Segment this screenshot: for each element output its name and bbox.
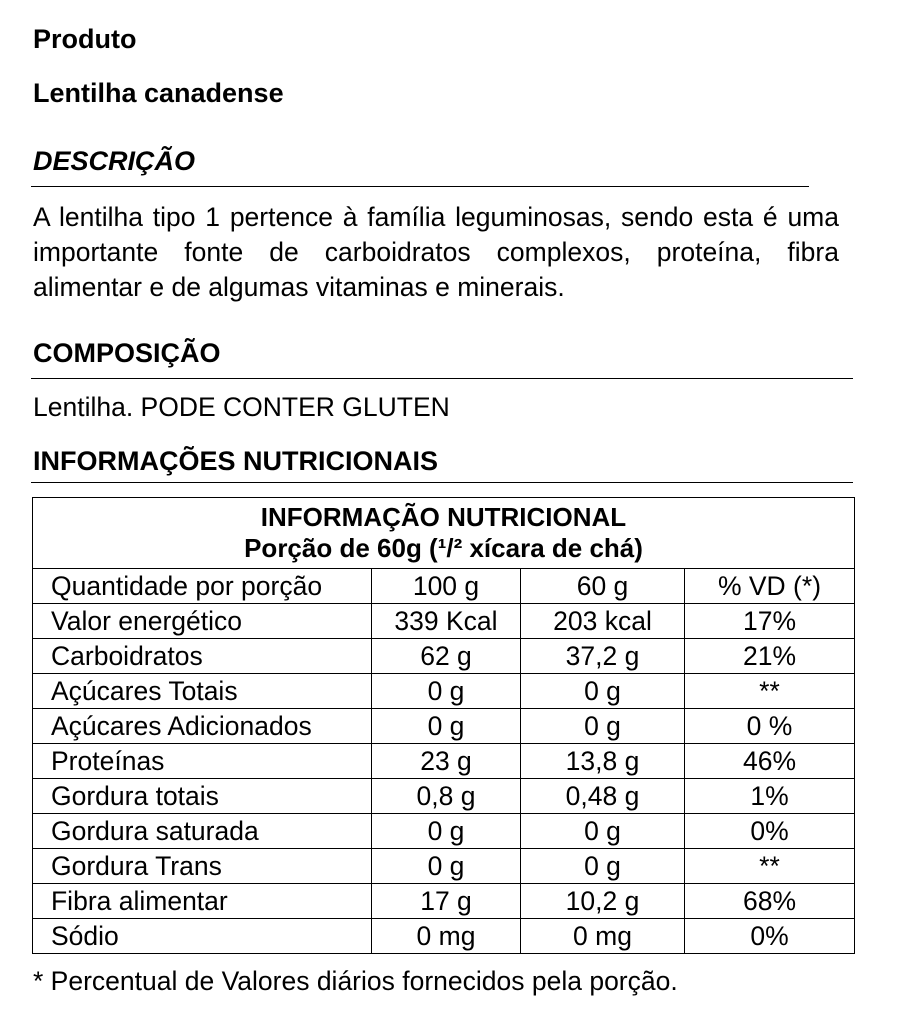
product-name: Lentilha canadense	[33, 78, 284, 108]
nutrient-cell: Açúcares Totais	[33, 674, 372, 709]
nutrient-cell: Carboidratos	[33, 639, 372, 674]
table-row	[33, 849, 855, 884]
vd-cell: **	[685, 674, 855, 709]
nutrient-cell: Fibra alimentar	[33, 884, 372, 919]
divider-informacoes	[31, 482, 853, 483]
value-portion-cell: 0 g	[521, 709, 685, 744]
value-portion-cell: 13,8 g	[521, 744, 685, 779]
table-row	[33, 884, 855, 919]
value-100g-cell: 0 g	[372, 849, 521, 884]
value-portion-cell: 10,2 g	[521, 884, 685, 919]
table-row	[33, 674, 855, 709]
value-100g-cell: 0 mg	[372, 919, 521, 954]
table-row	[33, 919, 855, 954]
header-cell-100g: 100 g	[372, 569, 521, 604]
descricao-text: A lentilha tipo 1 pertence à família leguminosas, sendo esta é uma importante fonte de carboidratos complexos, proteína, fibra alimentar e de algumas vitaminas e minerais.	[33, 202, 839, 302]
value-portion-cell: 0 g	[521, 849, 685, 884]
nutrition-table-title	[33, 498, 855, 569]
header-cell-vd: % VD (*)	[685, 569, 855, 604]
header-cell-nutrient: Quantidade por porção	[33, 569, 372, 604]
descricao-heading: DESCRIÇÃO	[33, 146, 196, 176]
table-row	[33, 709, 855, 744]
vd-cell: 68%	[685, 884, 855, 919]
value-100g-cell: 62 g	[372, 639, 521, 674]
composicao-text: Lentilha. PODE CONTER GLUTEN	[33, 392, 450, 422]
table-row	[33, 779, 855, 814]
value-portion-cell: 0 g	[521, 814, 685, 849]
nutrition-table-title-row	[33, 498, 855, 569]
nutrient-cell: Sódio	[33, 919, 372, 954]
value-portion-cell: 203 kcal	[521, 604, 685, 639]
vd-cell: 46%	[685, 744, 855, 779]
nutrient-cell: Valor energético	[33, 604, 372, 639]
divider-descricao	[31, 186, 809, 187]
vd-cell: 1%	[685, 779, 855, 814]
value-100g-cell: 0 g	[372, 709, 521, 744]
nutrient-cell: Açúcares Adicionados	[33, 709, 372, 744]
vd-cell: 0 %	[685, 709, 855, 744]
value-portion-cell: 0 g	[521, 674, 685, 709]
vd-cell: 0%	[685, 919, 855, 954]
vd-cell: 0%	[685, 814, 855, 849]
nutrition-table	[32, 497, 855, 954]
composicao-heading: COMPOSIÇÃO	[33, 338, 221, 368]
table-row	[33, 744, 855, 779]
value-portion-cell: 37,2 g	[521, 639, 685, 674]
informacoes-heading: INFORMAÇÕES NUTRICIONAIS	[33, 446, 438, 476]
value-100g-cell: 17 g	[372, 884, 521, 919]
footnote: * Percentual de Valores diários fornecidos pela porção.	[33, 966, 678, 996]
nutrient-cell: Gordura totais	[33, 779, 372, 814]
value-portion-cell: 0,48 g	[521, 779, 685, 814]
nutrition-title-text: INFORMAÇÃO NUTRICIONAL	[260, 502, 627, 532]
nutrient-cell: Gordura saturada	[33, 814, 372, 849]
header-cell-portion: 60 g	[521, 569, 685, 604]
value-100g-cell: 0,8 g	[372, 779, 521, 814]
nutrition-subtitle-text: Porção de 60g (¹/² xícara de chá)	[244, 533, 643, 563]
value-100g-cell: 0 g	[372, 674, 521, 709]
value-100g-cell: 23 g	[372, 744, 521, 779]
divider-composicao	[31, 378, 853, 379]
vd-cell: **	[685, 849, 855, 884]
produto-label: Produto	[33, 24, 137, 54]
table-row	[33, 604, 855, 639]
value-100g-cell: 339 Kcal	[372, 604, 521, 639]
nutrient-cell: Gordura Trans	[33, 849, 372, 884]
nutrient-cell: Proteínas	[33, 744, 372, 779]
table-row	[33, 814, 855, 849]
table-row	[33, 639, 855, 674]
value-portion-cell: 0 mg	[521, 919, 685, 954]
value-100g-cell: 0 g	[372, 814, 521, 849]
vd-cell: 17%	[685, 604, 855, 639]
nutrition-header-row	[33, 569, 855, 604]
vd-cell: 21%	[685, 639, 855, 674]
